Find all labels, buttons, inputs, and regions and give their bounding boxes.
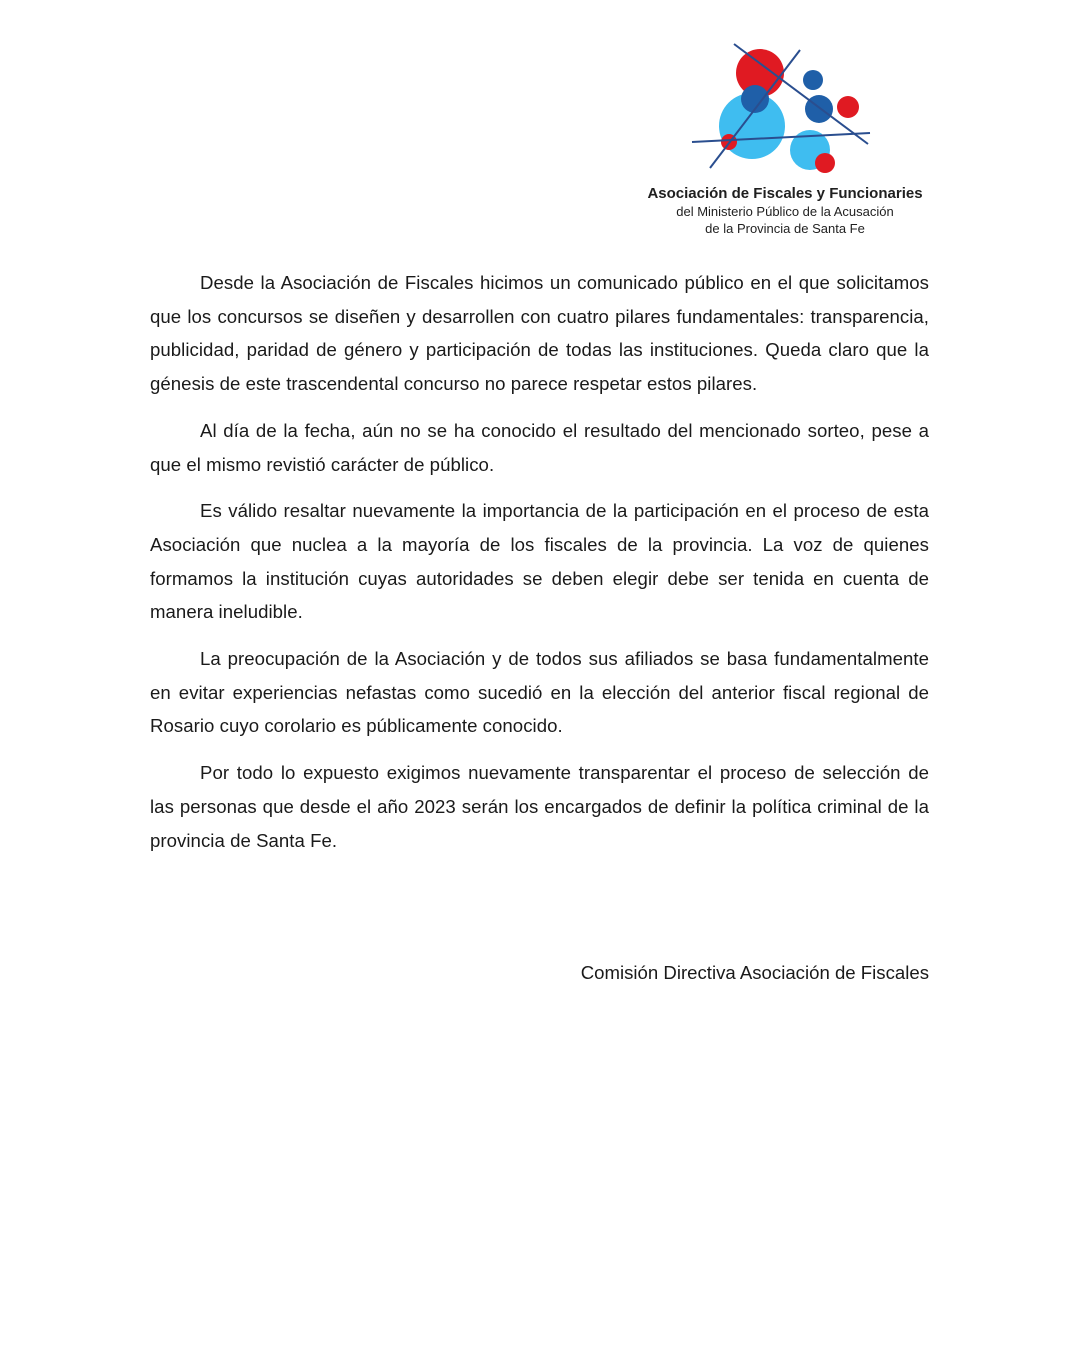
paragraph-4: La preocupación de la Asociación y de todos sus afiliados se basa fundamentalmente en evitar experiencias nefastas como sucedió en la elección del anterior fiscal regional de Rosario cuyo corolario es públicamente conocido. [150,648,929,737]
paragraph-1: Desde la Asociación de Fiscales hicimos un comunicado público en el que solicitamos que los concursos se diseñen y desarrollen con cuatro pilares fundamentales: transparencia, publicidad, paridad de género y participación de todas las instituciones. Queda claro que la génesis de este trascendental concurso no parece respetar estos pilares. [150,272,929,395]
association-logo [640,38,930,248]
association-logo-icon [688,38,878,178]
signature: Comisión Directiva Asociación de Fiscales [580,962,929,983]
logo-small-red-circle-right [837,96,859,118]
paragraph-3: Es válido resaltar nuevamente la importancia de la participación en el proceso de esta Asociación que nuclea a la mayoría de los fiscales de la provincia. La voz de quienes formamos la institución cuyas autoridades se deben elegir debe ser tenida en cuenta de manera ineludible. [150,500,929,623]
paragraph-2: Al día de la fecha, aún no se ha conocido el resultado del mencionado sorteo, pese a que el mismo revistió carácter de público. [150,419,929,475]
association-name-line-1: Asociación de Fiscales y Funcionaries [647,185,923,202]
logo-small-red-circle-bottom [815,153,835,173]
letter-body [150,266,929,870]
association-name-line-2: del Ministerio Público de la Acusación [676,204,894,219]
association-name [640,184,930,237]
logo-small-dark-blue-circle [803,70,823,90]
paragraph-5: Por todo lo expuesto exigimos nuevamente transparentar el proceso de selección de las personas que desde el año 2023 serán los encargados de definir la política criminal de la provincia de Santa Fe. [150,762,929,851]
association-name-line-3: de la Provincia de Santa Fe [705,221,865,236]
